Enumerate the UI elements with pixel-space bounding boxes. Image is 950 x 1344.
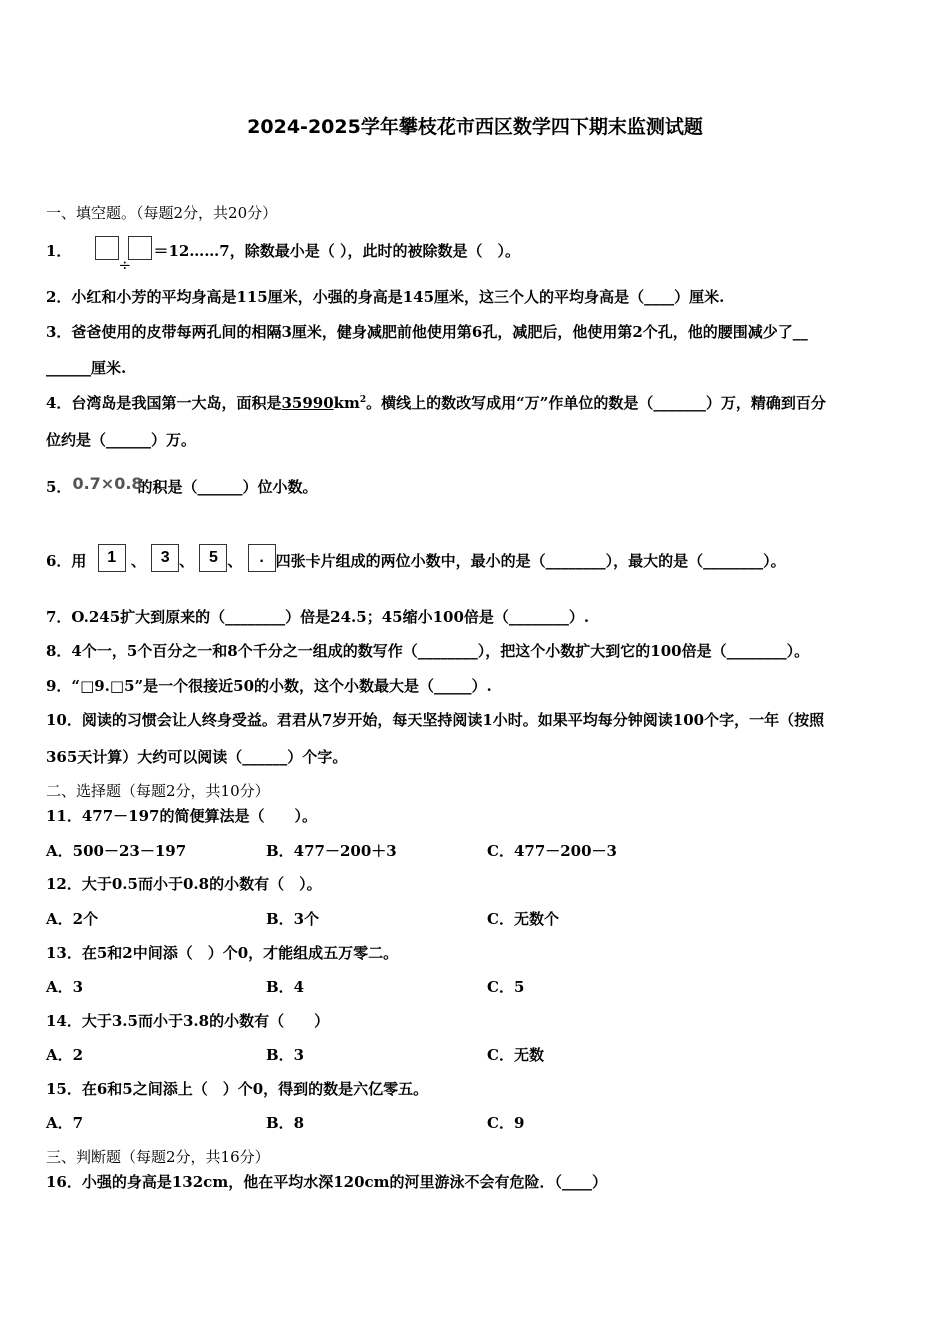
question-7: 7．O.245扩大到原来的（________）倍是24.5；45缩小100倍是（________）. [46,608,590,626]
q4-post: 。横线上的数改写成用“万”作单位的数是（_______）万，精确到百分 [366,394,826,412]
page-title: 2024-2025学年攀枝花市西区数学四下期末监测试题 [247,116,703,138]
card-3: 3 [151,544,179,572]
option-a: A．2个 [46,910,99,928]
card-5: 5 [199,544,227,572]
option-c: C．无数个 [487,910,559,928]
separator: 、 [130,552,146,570]
option-b: B．4 [266,978,305,996]
q6-number: 6．用 [46,552,87,570]
question-10: 10．阅读的习惯会让人终身受益。君君从7岁开始，每天坚持阅读1小时。如果平均每分钟阅读100个字，一年（按照 [46,711,825,729]
blank-box [128,236,152,260]
q5-text: 的积是（______）位小数。 [137,478,318,496]
question-16: 16．小强的身高是132cm，他在平均水深120cm的河里游泳不会有危险．（____） [46,1173,608,1191]
card-1: 1 [98,544,126,572]
option-b: B．477－200＋3 [266,842,397,860]
question-11: 11．477－197的简便算法是（ ）。 [46,807,317,825]
question-3-cont: ______厘米. [46,359,127,377]
question-8: 8．4个一，5个百分之一和8个千分之一组成的数写作（________），把这个小数扩大到它的100倍是（________）。 [46,642,810,660]
blank-box [95,236,119,260]
option-a: A．3 [46,978,84,996]
option-b: B．3 [266,1046,305,1064]
section-multiple-choice: 二、选择题（每题2分，共10分） [46,782,270,800]
option-b: B．3个 [266,910,320,928]
option-a: A．7 [46,1114,84,1132]
section-fill-blank: 一、填空题。（每题2分，共20分） [46,204,278,222]
option-c: C．477－200－3 [487,842,617,860]
q4-unit: km [333,394,360,412]
question-4-cont: 位约是（______）万。 [46,431,197,449]
question-13: 13．在5和2中间添（ ）个0，才能组成五万零二。 [46,944,399,962]
math-expression: 0.7×0.8 [72,474,143,493]
question-6 [46,544,786,572]
question-12: 12．大于0.5而小于0.8的小数有（ ）。 [46,875,322,893]
q6-text: 四张卡片组成的两位小数中，最小的是（________），最大的是（________）。 [275,552,786,570]
question-15: 15．在6和5之间添上（ ）个0，得到的数是六亿零五。 [46,1080,429,1098]
q4-number: 35990 [281,394,334,412]
q1-text: ＝12……7，除数最小是（ ），此时的被除数是（ ）。 [153,242,520,260]
question-1 [46,240,520,274]
q4-pre: 4．台湾岛是我国第一大岛，面积是 [46,394,282,412]
question-2: 2．小红和小芳的平均身高是115厘米，小强的身高是145厘米，这三个人的平均身高是（____）厘米. [46,288,725,306]
option-b: B．8 [266,1114,305,1132]
section-true-false: 三、判断题（每题2分，共16分） [46,1148,270,1166]
question-14: 14．大于3.5而小于3.8的小数有（ ） [46,1012,330,1030]
divide-sign: ÷ [118,256,132,274]
card-dot: . [248,544,276,572]
question-4 [46,392,826,413]
option-c: C．9 [487,1114,525,1132]
question-5 [46,476,317,497]
question-3: 3．爸爸使用的皮带每两孔间的相隔3厘米，健身减肥前他使用第6孔，减肥后，他使用第2个孔，他的腰围减少了__ [46,323,808,341]
option-a: A．2 [46,1046,84,1064]
option-c: C．无数 [487,1046,544,1064]
option-a: A．500－23－197 [46,842,187,860]
question-10-cont: 365天计算）大约可以阅读（______）个字。 [46,748,348,766]
option-c: C．5 [487,978,525,996]
separator: 、 [227,552,243,570]
q5-number: 5． [46,478,72,496]
question-9: 9．“□9.□5”是一个很接近50的小数，这个小数最大是（_____）. [46,677,492,695]
q1-number: 1． [46,242,72,260]
q4-sup: 2 [359,395,367,405]
separator: 、 [179,552,195,570]
